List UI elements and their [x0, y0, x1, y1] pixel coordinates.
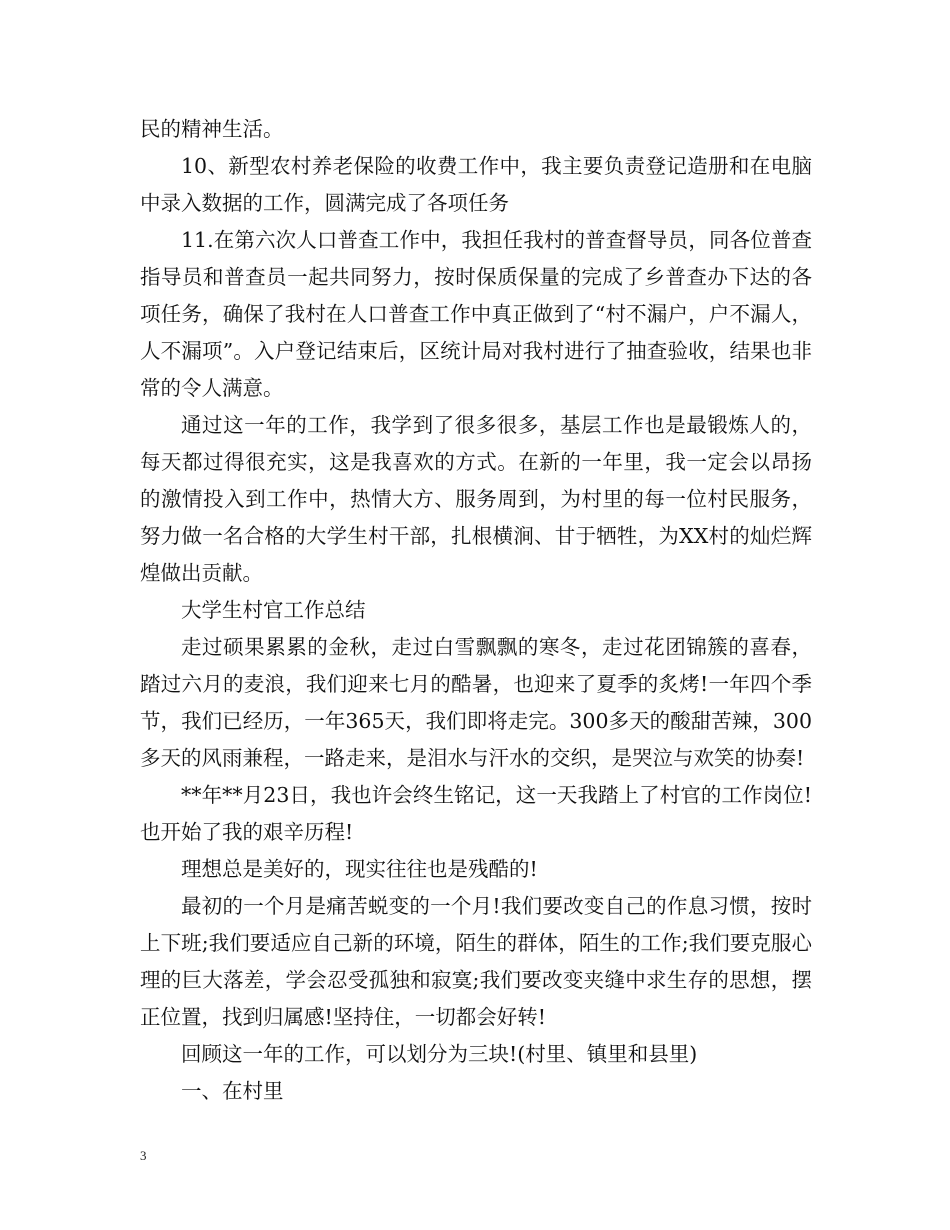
paragraph-9: 回顾这一年的工作，可以划分为三块!(村里、镇里和县里): [181, 1042, 698, 1066]
paragraph-7: 理想总是美好的，现实往往也是残酷的!: [181, 857, 538, 881]
paragraph-8: 最初的一个月是痛苦蜕变的一个月!我们要改变自己的作息习惯，按时上下班;我们要适应自己新的环境，陌生的群体，陌生的工作;我们要克服心理的巨大落差，学会忍受孤独和寂寞;我们要改变夹缝中求生存的思想，摆正位置，找到归属感!坚持住，一切都会好转!: [140, 894, 812, 1029]
subsection-heading: 一、在村里: [181, 1079, 284, 1103]
paragraph-6: **年**月23日，我也许会终生铭记，这一天我踏上了村官的工作岗位!也开始了我的艰辛历程!: [140, 783, 812, 844]
paragraph-2: 10、新型农村养老保险的收费工作中，我主要负责登记造册和在电脑中录入数据的工作，圆满完成了各项任务: [140, 154, 812, 215]
document-body: [140, 111, 812, 1110]
paragraph-5: 走过硕果累累的金秋，走过白雪飘飘的寒冬，走过花团锦簇的喜春，踏过六月的麦浪，我们迎来七月的酷暑，也迎来了夏季的炙烤!一年四个季节，我们已经历，一年365天，我们即将走完。300多天的酸甜苦辣，300多天的风雨兼程，一路走来，是泪水与汗水的交织，是哭泣与欢笑的协奏!: [140, 635, 812, 770]
page-number: 3: [140, 1148, 147, 1163]
section-heading: 大学生村官工作总结: [181, 598, 366, 622]
paragraph-3: 11.在第六次人口普查工作中，我担任我村的普查督导员，同各位普查指导员和普查员一起共同努力，按时保质保量的完成了乡普查办下达的各项任务，确保了我村在人口普查工作中真正做到了“村不漏户，户不漏人，人不漏项”。入户登记结束后，区统计局对我村进行了抽查验收，结果也非常的令人满意。: [140, 228, 812, 400]
paragraph-4: 通过这一年的工作，我学到了很多很多，基层工作也是最锻炼人的，每天都过得很充实，这是我喜欢的方式。在新的一年里，我一定会以昂扬的激情投入到工作中，热情大方、服务周到，为村里的每一位村民服务，努力做一名合格的大学生村干部，扎根横涧、甘于牺牲，为XX村的灿烂辉煌做出贡献。: [140, 413, 812, 585]
paragraph-1: 民的精神生活。: [140, 117, 284, 141]
